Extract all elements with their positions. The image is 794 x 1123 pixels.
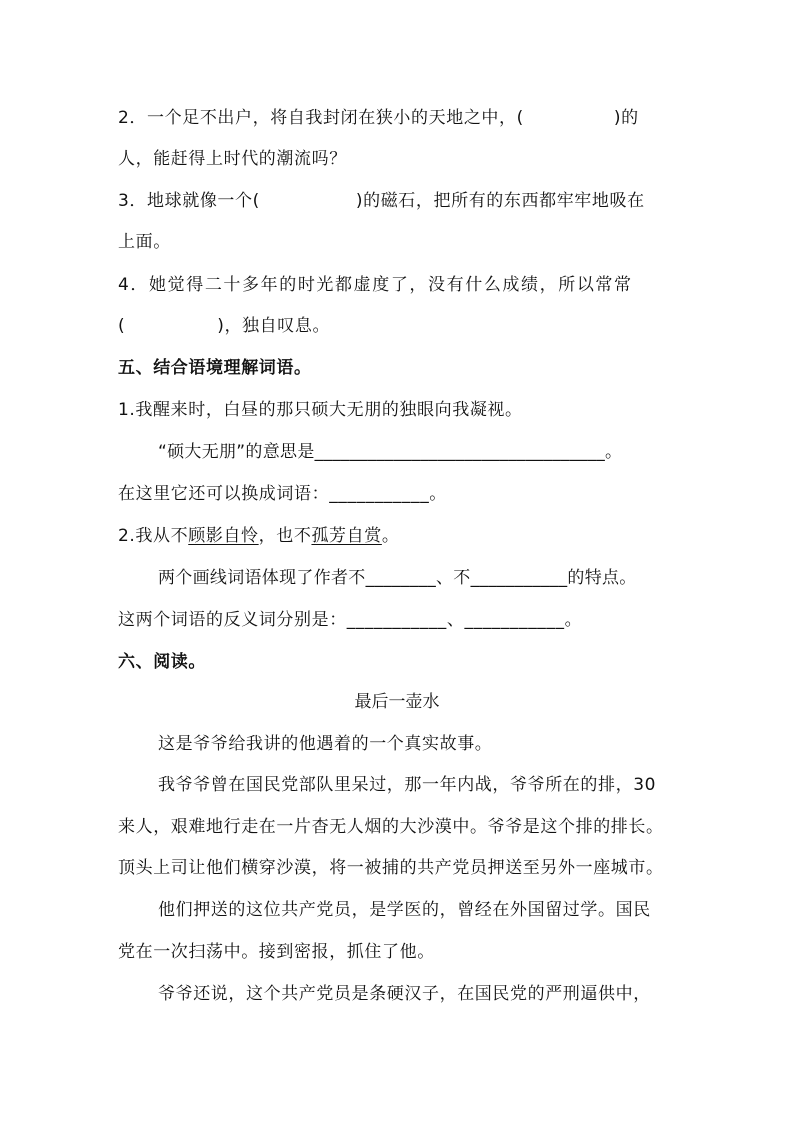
s5-question-1-sentence: 1.我醒来时，白昼的那只硕大无朋的独眼向我凝视。 bbox=[118, 400, 523, 420]
underlined-word: 顾影自怜 bbox=[188, 526, 259, 546]
question-2-line-1 bbox=[118, 106, 639, 130]
passage-paragraph-2-line-1: 我爷爷曾在国民党部队里呆过，那一年内战，爷爷所在的排，30 bbox=[158, 775, 657, 795]
passage-paragraph-3-line-2: 党在一次扫荡中。接到密报，抓住了他。 bbox=[118, 942, 435, 962]
s5-q2-text: 2.我从不 bbox=[118, 526, 189, 546]
passage-paragraph-2-line-2: 来人，艰难地行走在一片杳无人烟的大沙漠中。爷爷是这个排的排长。 bbox=[118, 817, 664, 837]
s5-question-2-antonym[interactable]: 这两个词语的反义词分别是：___________、___________。 bbox=[118, 610, 583, 630]
section-5-heading: 五、结合语境理解词语。 bbox=[118, 358, 312, 378]
passage-title: 最后一壶水 bbox=[354, 692, 440, 712]
question-3-line-2: 上面。 bbox=[118, 232, 171, 252]
question-4-paren: ( bbox=[118, 316, 126, 336]
question-3-text: 3．地球就像一个( bbox=[118, 191, 260, 211]
s5-question-2-feature[interactable]: 两个画线词语体现了作者不________、不___________的特点。 bbox=[158, 568, 637, 588]
question-4-text-end: )，独自叹息。 bbox=[217, 316, 331, 336]
question-4-line-1: 4．她觉得二十多年的时光都虚度了，没有什么成绩，所以常常 bbox=[118, 275, 633, 295]
passage-paragraph-4-line-1: 爷爷还说，这个共产党员是条硬汉子，在国民党的严刑逼供中， bbox=[158, 984, 651, 1004]
s5-question-2-sentence bbox=[118, 524, 399, 548]
s5-q2-text: ，也不 bbox=[258, 526, 312, 546]
question-2-text-end: )的 bbox=[613, 108, 639, 128]
section-6-heading: 六、阅读。 bbox=[118, 652, 206, 672]
s5-question-1-meaning[interactable]: “硕大无朋”的意思是_________________________________。 bbox=[158, 442, 623, 462]
s5-q2-text: 。 bbox=[381, 526, 400, 546]
question-2-text: 2．一个足不出户，将自我封闭在狭小的天地之中，( bbox=[118, 108, 524, 128]
question-3-line-1 bbox=[118, 189, 645, 213]
passage-paragraph-1: 这是爷爷给我讲的他遇着的一个真实故事。 bbox=[158, 734, 493, 754]
passage-paragraph-3-line-1: 他们押送的这位共产党员，是学医的，曾经在外国留过学。国民 bbox=[158, 900, 651, 920]
passage-paragraph-2-line-3: 顶头上司让他们横穿沙漠，将一被捕的共产党员押送至另外一座城市。 bbox=[118, 858, 664, 878]
s5-question-1-replace[interactable]: 在这里它还可以换成词语：___________。 bbox=[118, 484, 447, 504]
underlined-word: 孤芳自赏 bbox=[311, 526, 382, 546]
question-4-line-2 bbox=[118, 314, 330, 338]
question-2-line-2: 人，能赶得上时代的潮流吗？ bbox=[118, 149, 347, 169]
question-3-text-end: )的磁石，把所有的东西都牢牢地吸在 bbox=[355, 191, 645, 211]
